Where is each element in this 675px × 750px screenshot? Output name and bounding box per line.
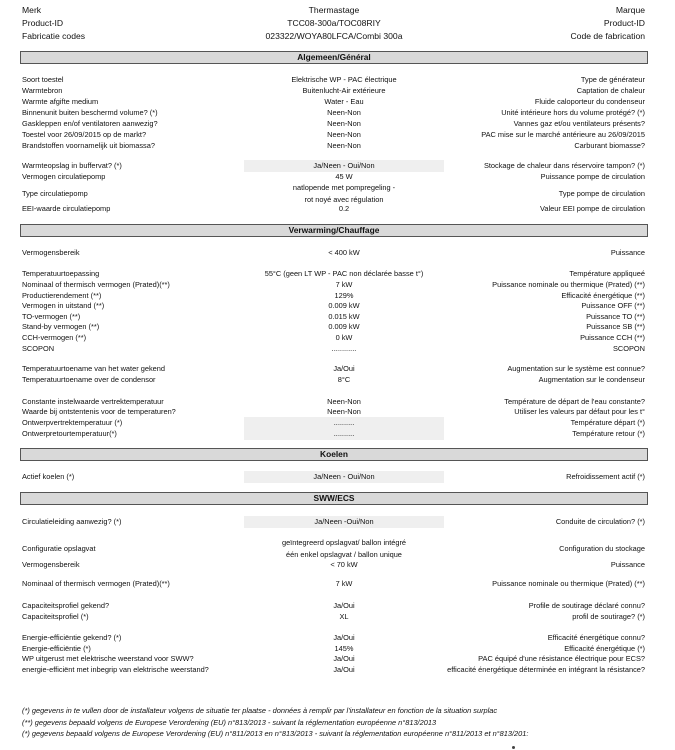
label-nl: energie-efficiënt met inbegrip van elektrische weerstand? [22, 665, 209, 674]
label-nl: Warmteopslag in buffervat? (*) [22, 161, 122, 170]
value: 7 kW [335, 579, 353, 588]
header-label-nl: Fabricatie codes [22, 31, 86, 41]
value: Ja/Oui [333, 633, 355, 642]
section-title-dhw: SWW/ECS [20, 492, 648, 505]
value: Elektrische WP - PAC électrique [291, 75, 397, 84]
heating-row [22, 247, 645, 259]
label-nl: Actief koelen (*) [22, 472, 75, 481]
label-nl: SCOPON [22, 344, 55, 353]
label-fr: Puissance pompe de circulation [540, 172, 645, 181]
label-fr: PAC équipé d'une résistance électrique pour ECS? [478, 654, 645, 663]
value: geïntegreerd opslagvat/ ballon intégré één enkel opslagvat / ballon unique [281, 538, 407, 559]
label-nl: Energie-efficiëntie gekend? (*) [22, 633, 122, 642]
header-label-nl: Product-ID [22, 18, 64, 28]
label-fr: Puissance CCH (**) [580, 333, 645, 342]
label-fr: Conduite de circulation? (*) [555, 517, 645, 526]
label-fr: PAC mise sur le marché antérieure au 26/09/2015 [481, 130, 645, 139]
label-nl: Stand-by vermogen (**) [22, 322, 100, 331]
footnote: (**) gegevens bepaald volgens de Europese Verordening (EU) n°813/2013 - suivant la réglementation européenne n°813/2013 [22, 718, 437, 727]
value: Ja/Oui [333, 665, 355, 674]
section-title-cooling: Koelen [20, 448, 648, 461]
header-label-nl: Merk [22, 5, 42, 15]
label-nl: Vermogen circulatiepomp [22, 172, 106, 181]
general-row [22, 140, 645, 152]
footnote: (*) gegevens in te vullen door de installateur volgens de situatie ter plaatse - données à remplir par l'installateur en fonction de la situation surplac [22, 706, 498, 715]
value: 8°C [337, 375, 351, 384]
label-nl: Nominaal of thermisch vermogen (Prated)(**) [22, 579, 170, 588]
label-fr: Type de générateur [580, 75, 645, 84]
label-nl: Capaciteitsprofiel (*) [22, 612, 89, 621]
label-fr: Puissance nominale ou thermique (Prated) (**) [492, 579, 645, 588]
label-nl: Ontwerpretourtemperatuur(*) [22, 429, 117, 438]
label-fr: Captation de chaleur [576, 86, 645, 95]
label-nl: Vermogensbereik [22, 248, 80, 257]
label-nl: Gaskleppen en/of ventilatoren aanwezig? [22, 119, 158, 128]
value: Neen-Non [327, 108, 361, 117]
dhw-row [22, 664, 645, 676]
label-nl: Vermogensbereik [22, 560, 80, 569]
value: .......... [244, 428, 444, 440]
label-fr: Efficacité énergétique (*) [564, 644, 645, 653]
value: Neen-Non [327, 130, 361, 139]
value: 145% [334, 644, 354, 653]
label-fr: Vannes gaz et/ou ventilateurs présents? [513, 119, 645, 128]
label-nl: TO-vermogen (**) [22, 312, 81, 321]
label-fr: Profile de soutirage déclaré connu? [528, 601, 645, 610]
header-label-fr: Product-ID [603, 18, 645, 28]
value: Neen-Non [327, 119, 361, 128]
decorative-dot [512, 746, 515, 749]
value: .......... [244, 417, 444, 429]
value: 45 W [335, 172, 353, 181]
label-nl: CCH-vermogen (**) [22, 333, 87, 342]
value: 0.009 kW [328, 301, 360, 310]
dhw-row [22, 611, 645, 623]
dhw-row [22, 537, 645, 561]
label-fr: Puissance [610, 248, 645, 257]
label-nl: Energie-efficiëntie (*) [22, 644, 91, 653]
label-fr: Stockage de chaleur dans réservoire tampon? (*) [483, 161, 645, 170]
header-label-fr: Code de fabrication [570, 31, 645, 41]
label-fr: Unité intérieure hors du volume protégé? (*) [501, 108, 645, 117]
general-row [22, 203, 645, 215]
label-fr: SCOPON [612, 344, 645, 353]
label-nl: WP uitgerust met elektrische weerstand voor SWW? [22, 654, 194, 663]
cooling-row [22, 471, 645, 483]
section-title-heating: Verwarming/Chauffage [20, 224, 648, 237]
label-fr: Puissance SB (**) [586, 322, 645, 331]
label-nl: Toestel voor 26/09/2015 op de markt? [22, 130, 147, 139]
label-fr: Augmentation sur le condenseur [538, 375, 645, 384]
label-fr: Efficacité énergétique connu? [547, 633, 645, 642]
footnote: (*) gegevens bepaald volgens de Europese Verordening (EU) n°811/2013 en n°813/2013 - suivant la réglementation européenne n°811/2013 et n°813/201: [22, 729, 529, 738]
value: XL [339, 612, 349, 621]
value: Ja/Neen -Oui/Non [244, 516, 444, 528]
label-fr: Configuration du stockage [559, 544, 645, 553]
section-title-general: Algemeen/Général [20, 51, 648, 64]
label-nl: Temperatuurtoename over de condensor [22, 375, 156, 384]
label-nl: Brandstoffen voornamelijk uit biomassa? [22, 141, 155, 150]
label-nl: Temperatuurtoename van het water gekend [22, 364, 165, 373]
value: 0.2 [338, 204, 350, 213]
label-fr: Puissance nominale ou thermique (Prated) (**) [492, 280, 645, 289]
label-fr: Carburant biomasse? [574, 141, 645, 150]
value: 129% [334, 291, 354, 300]
header-value: TCC08-300a/TOC08RIY [287, 18, 381, 28]
value: 7 kW [335, 280, 353, 289]
label-fr: Valeur EEI pompe de circulation [539, 204, 645, 213]
value: Water - Eau [324, 97, 364, 106]
label-nl: Productierendement (**) [22, 291, 102, 300]
value: 55°C (geen LT WP - PAC non déclarée basse t°) [264, 269, 424, 278]
label-nl: Soort toestel [22, 75, 64, 84]
label-nl: Warmte afgifte medium [22, 97, 99, 106]
label-fr: Puissance TO (**) [586, 312, 645, 321]
label-nl: Capaciteitsprofiel gekend? [22, 601, 110, 610]
label-fr: Température départ (*) [570, 418, 645, 427]
dhw-row [22, 516, 645, 528]
label-fr: Température retour (*) [572, 429, 645, 438]
header-value: Thermastage [308, 5, 360, 15]
label-fr: Type pompe de circulation [558, 189, 645, 198]
value: Neen-Non [327, 141, 361, 150]
value: ............ [331, 344, 357, 353]
label-fr: Efficacité énergétique (**) [561, 291, 645, 300]
label-nl: Type circulatiepomp [22, 189, 88, 198]
label-fr: Puissance [610, 560, 645, 569]
value: < 70 kW [330, 560, 358, 569]
value: Ja/Neen - Oui/Non [244, 160, 444, 172]
header-label-fr: Marque [615, 5, 645, 15]
label-fr: Refroidissement actif (*) [566, 472, 645, 481]
header-value: 023322/WOYA80LFCA/Combi 300a [265, 31, 403, 41]
label-fr: efficacité énergétique déterminée en intégrant la résistance? [447, 665, 645, 674]
label-nl: Temperatuurtoepassing [22, 269, 100, 278]
heating-row [22, 428, 645, 440]
label-nl: Nominaal of thermisch vermogen (Prated)(**) [22, 280, 170, 289]
value: natlopende met pompregeling - rot noyé avec régulation [292, 183, 396, 204]
heating-row [22, 374, 645, 386]
label-fr: profil de soutirage? (*) [572, 612, 645, 621]
value: Neen-Non [327, 407, 361, 416]
label-fr: Température de départ de l'eau constante? [504, 397, 645, 406]
value: Ja/Oui [333, 601, 355, 610]
label-nl: EEI-waarde circulatiepomp [22, 204, 111, 213]
label-nl: Circulatieleiding aanwezig? (*) [22, 517, 122, 526]
label-fr: Utiliser les valeurs par défaut pour les t° [514, 407, 645, 416]
value: < 400 kW [328, 248, 360, 257]
label-fr: Puissance OFF (**) [581, 301, 645, 310]
label-fr: Augmentation sur le système est connue? [507, 364, 645, 373]
value: Ja/Oui [333, 364, 355, 373]
label-nl: Ontwerpvertrektemperatuur (*) [22, 418, 123, 427]
value: 0.009 kW [328, 322, 360, 331]
label-nl: Binnenunit buiten beschermd volume? (*) [22, 108, 158, 117]
value: Ja/Neen - Oui/Non [244, 471, 444, 483]
label-nl: Configuratie opslagvat [22, 544, 96, 553]
dhw-row [22, 578, 645, 590]
dhw-row [22, 559, 645, 571]
value: 0.015 kW [328, 312, 360, 321]
value: Buitenlucht-Air extérieure [302, 86, 386, 95]
label-nl: Warmtebron [22, 86, 63, 95]
label-fr: Fluide caloporteur du condenseur [534, 97, 645, 106]
label-nl: Waarde bij ontstentenis voor de temperaturen? [22, 407, 176, 416]
label-nl: Constante instelwaarde vertrektemperatuur [22, 397, 164, 406]
value: 0 kW [335, 333, 353, 342]
heating-row [22, 343, 645, 355]
value: Neen-Non [327, 397, 361, 406]
value: Ja/Oui [333, 654, 355, 663]
label-nl: Vermogen in uitstand (**) [22, 301, 105, 310]
label-fr: Température appliqueé [569, 269, 645, 278]
